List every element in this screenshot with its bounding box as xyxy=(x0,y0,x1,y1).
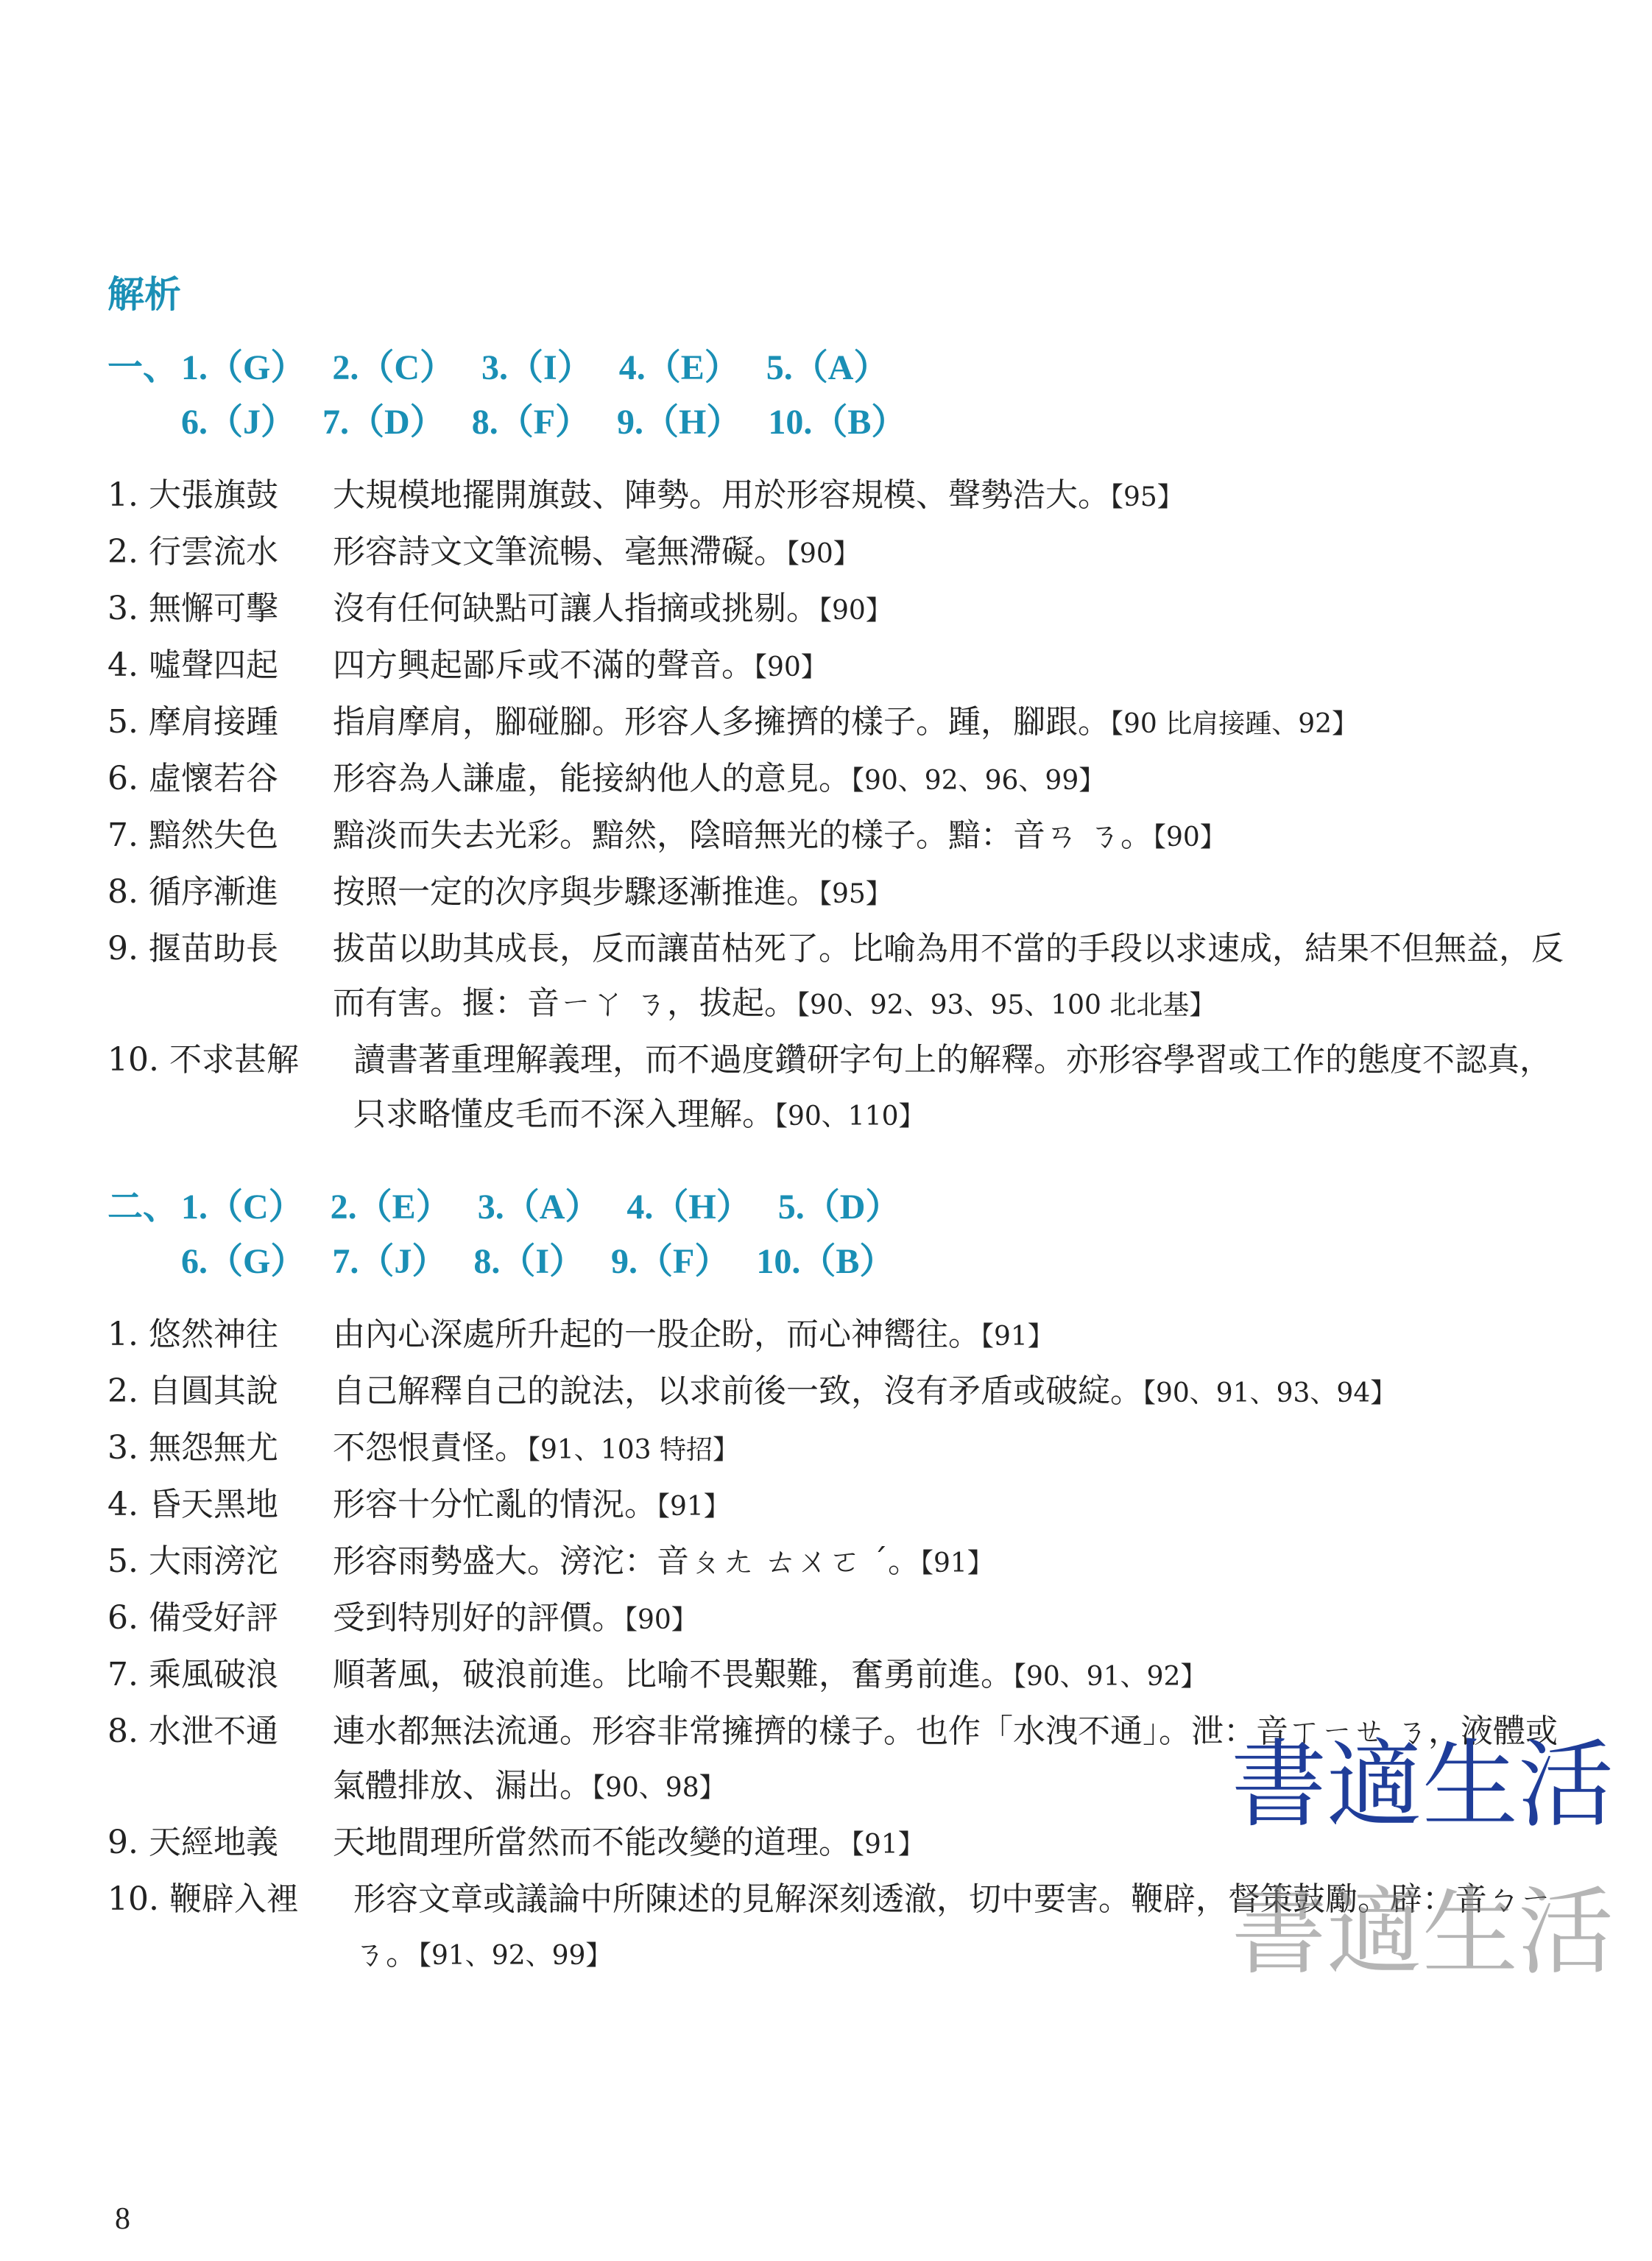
idiom-term: 3. 無怨無尤 xyxy=(107,1429,278,1467)
idiom-term: 5. 摩肩接踵 xyxy=(107,703,278,741)
idiom-entry xyxy=(107,1421,1580,1478)
idiom-term: 1. 悠然神往 xyxy=(107,1316,278,1353)
idiom-entry xyxy=(107,695,1580,752)
idiom-term: 3. 無懈可擊 xyxy=(107,590,278,627)
exam-reference: 【90、92、96、99】 xyxy=(851,766,1106,796)
answer-5: 5.（D） xyxy=(777,1188,901,1227)
answer-3: 3.（A） xyxy=(477,1188,601,1227)
watermark-secondary: 書適生活 xyxy=(1231,1876,1614,1988)
idiom-term: 1. 大張旗鼓 xyxy=(107,476,278,514)
exam-reference: 【90】 xyxy=(786,539,860,569)
idiom-definition: 形容雨勢盛大。滂沱：音ㄆㄤ ㄊㄨㄛ ˊ。【91】 xyxy=(333,1542,994,1580)
idiom-entry xyxy=(107,1308,1580,1364)
answer-10: 10.（B） xyxy=(756,1242,895,1281)
answer-4: 4.（H） xyxy=(626,1188,752,1227)
answer-key-prefix: 二、 xyxy=(107,1188,179,1227)
idiom-definition: 受到特別好的評價。【90】 xyxy=(333,1599,698,1637)
answer-8: 8.（F） xyxy=(471,403,591,442)
answer-6: 6.（J） xyxy=(181,403,297,442)
idiom-entry xyxy=(107,1033,1580,1144)
idiom-entry xyxy=(107,525,1580,582)
page-number: 8 xyxy=(115,2202,130,2236)
exam-reference: 【90 比肩接踵、92】 xyxy=(1110,709,1359,739)
idiom-term: 10. 鞭辟入裡 xyxy=(107,1880,299,1918)
idiom-definition: 順著風，破浪前進。比喻不畏艱難，奮勇前進。【90、91、92】 xyxy=(333,1656,1207,1693)
idiom-term: 6. 備受好評 xyxy=(107,1599,278,1637)
idiom-definition: 自己解釋自己的說法，以求前後一致，沒有矛盾或破綻。【90、91、93、94】 xyxy=(333,1372,1397,1410)
idiom-entry xyxy=(107,468,1580,525)
exam-reference: 【90】 xyxy=(624,1605,698,1635)
idiom-term: 2. 自圓其說 xyxy=(107,1372,278,1410)
answer-4: 4.（E） xyxy=(618,348,740,387)
idiom-entry xyxy=(107,1478,1580,1534)
answer-8: 8.（I） xyxy=(473,1242,585,1281)
idiom-entry xyxy=(107,582,1580,638)
exam-reference: 【90、91、93、94】 xyxy=(1143,1378,1397,1408)
idiom-term: 7. 黯然失色 xyxy=(107,816,278,854)
answer-7: 7.（D） xyxy=(322,403,445,442)
idiom-term: 4. 昏天黑地 xyxy=(107,1486,278,1523)
idiom-definition: 指肩摩肩，腳碰腳。形容人多擁擠的樣子。踵，腳跟。【90 比肩接踵、92】 xyxy=(333,703,1359,741)
exam-reference: 【90】 xyxy=(754,652,827,682)
answer-5: 5.（A） xyxy=(766,348,889,387)
idiom-term: 6. 虛懷若谷 xyxy=(107,760,278,797)
exam-reference: 【91】 xyxy=(981,1322,1054,1352)
answer-10: 10.（B） xyxy=(768,403,907,442)
exam-reference: 【95】 xyxy=(819,879,892,909)
exam-reference: 【90、98】 xyxy=(592,1773,726,1803)
exam-reference: 【91】 xyxy=(919,1548,994,1579)
idiom-definition: 黯淡而失去光彩。黯然，陰暗無光的樣子。黯：音ㄢ ㄋ。【90】 xyxy=(333,816,1226,854)
idiom-definition: 天地間理所當然而不能改變的道理。【91】 xyxy=(333,1824,925,1861)
section-heading: 解析 xyxy=(107,273,181,316)
idiom-term: 9. 揠苗助長 xyxy=(107,930,278,967)
exam-reference: 【90】 xyxy=(1152,822,1226,853)
idiom-entry xyxy=(107,638,1580,695)
idiom-definition: 形容詩文文筆流暢、毫無滯礙。【90】 xyxy=(333,533,860,571)
answer-6: 6.（G） xyxy=(181,1242,306,1281)
exam-reference: 【91、103 特招】 xyxy=(527,1435,739,1465)
idiom-term: 2. 行雲流水 xyxy=(107,533,278,571)
idiom-definition: 形容十分忙亂的情況。【91】 xyxy=(333,1486,730,1523)
idiom-definition: 拔苗以助其成長，反而讓苗枯死了。比喻為用不當的手段以求速成，結果不但無益，反而有害。揠：音ㄧㄚ ㄋ，拔起。【90、92、93、95、100 北北基】 xyxy=(333,930,1564,1022)
idiom-definition: 由內心深處所升起的一股企盼，而心神嚮往。【91】 xyxy=(333,1316,1054,1353)
answer-3: 3.（I） xyxy=(481,348,593,387)
exam-reference: 【91】 xyxy=(657,1492,730,1522)
idiom-entry xyxy=(107,922,1580,1033)
exam-reference: 【90】 xyxy=(819,596,892,626)
idiom-definition: 讀書著重理解義理，而不過度鑽研字句上的解釋。亦形容學習或工作的態度不認真，只求略懂皮毛而不深入理解。【90、110】 xyxy=(353,1041,1552,1133)
idiom-definition: 沒有任何缺點可讓人指摘或挑剔。【90】 xyxy=(333,590,892,627)
idiom-definition: 按照一定的次序與步驟逐漸推進。【95】 xyxy=(333,873,892,911)
answer-2: 2.（C） xyxy=(332,348,456,387)
idiom-term: 8. 水泄不通 xyxy=(107,1712,278,1750)
answer-1: 1.（C） xyxy=(181,1188,304,1227)
exam-reference: 【90、110】 xyxy=(774,1101,925,1132)
idiom-term: 7. 乘風破浪 xyxy=(107,1656,278,1693)
idiom-definition: 不怨恨責怪。【91、103 特招】 xyxy=(333,1429,739,1467)
exam-reference: 【90、91、92】 xyxy=(1013,1662,1207,1692)
answer-1: 1.（G） xyxy=(181,348,306,387)
idiom-definition: 形容為人謙虛，能接納他人的意見。【90、92、96、99】 xyxy=(333,760,1106,797)
answer-key-prefix: 一、 xyxy=(107,348,179,387)
answer-9: 9.（H） xyxy=(617,403,742,442)
idiom-term: 8. 循序漸進 xyxy=(107,873,278,911)
idiom-entry xyxy=(107,1591,1580,1648)
idiom-term: 4. 噓聲四起 xyxy=(107,646,278,684)
idiom-entry xyxy=(107,1364,1580,1421)
exam-reference: 【91】 xyxy=(851,1830,925,1860)
idiom-list-1 xyxy=(107,468,1580,1144)
exam-reference: 【95】 xyxy=(1110,482,1184,512)
exam-reference: 【91、92、99】 xyxy=(418,1941,613,1971)
idiom-entry xyxy=(107,1648,1580,1704)
idiom-entry xyxy=(107,865,1580,922)
idiom-entry xyxy=(107,1534,1580,1591)
idiom-definition: 四方興起鄙斥或不滿的聲音。【90】 xyxy=(333,646,827,684)
answer-2: 2.（E） xyxy=(330,1188,451,1227)
watermark-primary: 書適生活 xyxy=(1231,1729,1614,1841)
idiom-entry xyxy=(107,808,1580,865)
answer-9: 9.（F） xyxy=(611,1242,730,1281)
exam-reference: 【90、92、93、95、100 北北基】 xyxy=(797,990,1216,1020)
idiom-term: 5. 大雨滂沱 xyxy=(107,1542,278,1580)
idiom-term: 9. 天經地義 xyxy=(107,1824,278,1861)
answer-7: 7.（J） xyxy=(332,1242,448,1281)
idiom-definition: 大規模地擺開旗鼓、陣勢。用於形容規模、聲勢浩大。【95】 xyxy=(333,476,1184,514)
idiom-definition: 連水都無法流通。形容非常擁擠的樣子。也作「水洩不通」。泄：音ㄒㄧㄝ ㄋ，液體或氣體排放、漏出。【90、98】 xyxy=(333,1712,1558,1805)
idiom-term: 10. 不求甚解 xyxy=(107,1041,299,1079)
idiom-entry xyxy=(107,752,1580,808)
idiom-definition: 形容文章或議論中所陳述的見解深刻透澈，切中要害。鞭辟，督策鼓勵。辟：音ㄅㄧ ㄋ。【91、92、99】 xyxy=(353,1880,1552,1972)
